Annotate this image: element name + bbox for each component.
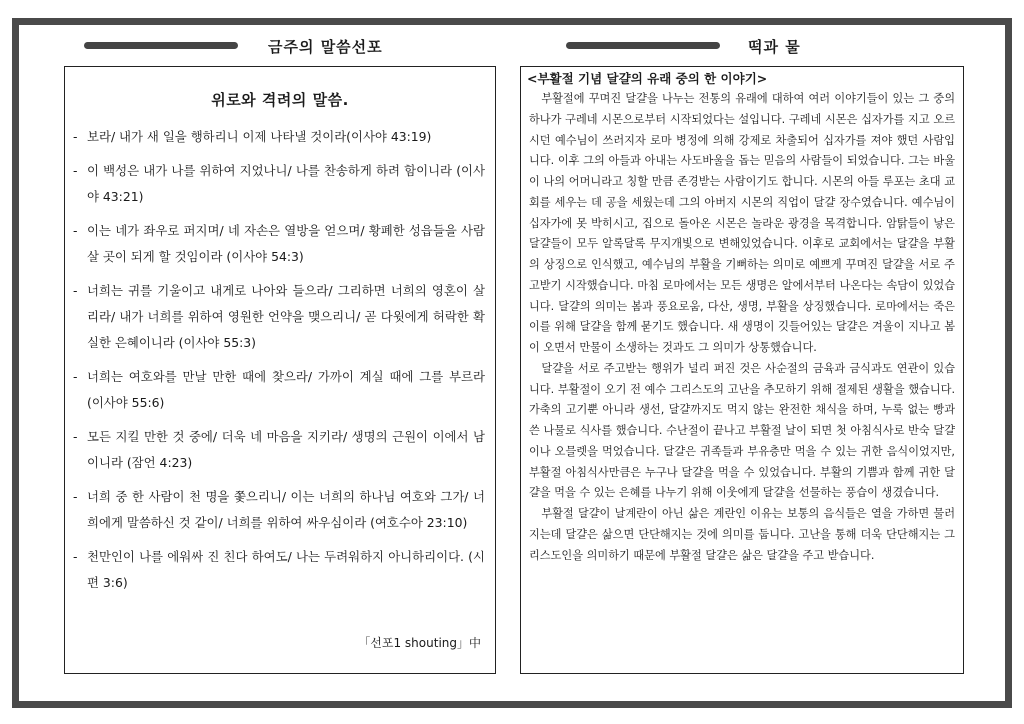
verse-list [65,124,495,596]
verse-text: 모든 지킬 만한 것 중에/ 더욱 네 마음을 지키라/ 생명의 근원이 이에서 남이니라 (잠언 4:23) [87,429,485,470]
verse-text: 천만인이 나를 에워싸 진 친다 하여도/ 나는 두려워하지 아니하리이다. (시편 3:6) [87,549,485,590]
sermon-verses-box [64,66,496,674]
verse-text: 너희는 여호와를 만날 만한 때에 찾으라/ 가까이 계실 때에 그를 부르라 (이사야 55:6) [87,369,485,410]
article-title: <부활절 기념 달걀의 유래 중의 한 이야기> [527,71,768,86]
right-header-bar [566,42,720,49]
verse-text: 보라/ 내가 새 일을 행하리니 이제 나타낼 것이라(이사야 43:19) [87,129,432,144]
verse-item: - 이 백성은 내가 나를 위하여 지었나니/ 나를 찬송하게 하려 함이니라 (이사야 43:21) [73,163,485,204]
verse-item: - 너희는 귀를 기울이고 내게로 나아와 들으라/ 그리하면 너희의 영혼이 살리라/ 내가 너희를 위하여 영원한 언약을 맺으리니/ 곧 다윗에게 허락한 확실한 은혜이니라 (이사야 55:3) [73,283,485,350]
left-header-title: 금주의 말씀선포 [268,38,383,56]
verse-text: 이 백성은 내가 나를 위하여 지었나니/ 나를 찬송하게 하려 함이니라 (이사야 43:21) [87,163,485,204]
verse-item: - 너희는 여호와를 만날 만한 때에 찾으라/ 가까이 계실 때에 그를 부르라 (이사야 55:6) [73,369,485,410]
article-paragraph: 부활절 달걀이 날계란이 아닌 삶은 계란인 이유는 보통의 음식들은 열을 가하면 물러지는데 달걀은 삶으면 단단해지는 것에 의미를 둡니다. 고난을 통해 더욱 단단해지는 그리스도인을 의미하기 때문에 부활절 달걀은 삶은 달걀을 주고 받습니다. [529,507,955,562]
right-header-title: 떡과 물 [748,38,801,56]
article-paragraph: 부활절에 꾸며진 달걀을 나누는 전통의 유래에 대하여 여러 이야기들이 있는 그 중의 하나가 구레네 시몬으로부터 시작되었다는 설입니다. 구레네 시몬은 십자가를 지고 오르시던 예수님이 쓰러지자 로마 병정에 의해 강제로 차출되어 십자가를 져야 했던 사람입니다. 이후 그의 아들과 아내는 사도바울을 돕는 믿음의 사람들이 되었습니다. 그는 바울이 나의 어머니라고 칭할 만큼 존경받는 사람이기도 합니다. 시몬의 아들 루포는 초대 교회를 세우는 데 공을 세웠는데 그의 아버지 시몬의 직업이 달걀 장수였습니다. 예수님이 십자가에 못 박히시고, 집으로 돌아온 시몬은 놀라운 광경을 목격합니다. 암탉들이 낳은 달걀들이 모두 알록달록 무지개빛으로 변해있었습니다. 이후로 교회에서는 달걀을 부활의 상징으로 인식했고, 예수님의 부활을 기뻐하는 의미로 예쁘게 꾸며진 달걀을 서로 주고받기 시작했습니다. 마침 로마에서는 모든 생명은 알에서부터 나온다는 속담이 있었습니다. 달걀의 의미는 봄과 풍요로움, 다산, 생명, 부활을 상징했습니다. 로마에서는 죽은 이를 위해 달걀을 함께 묻기도 했습니다. 새 생명이 깃들어있는 달걀은 겨울이 지나고 봄이 오면서 만물이 소생하는 것과도 그 의미가 상통했습니다. [529,92,955,354]
verse-text: 너희는 귀를 기울이고 내게로 나아와 들으라/ 그리하면 너희의 영혼이 살리라/ 내가 너희를 위하여 영원한 언약을 맺으리니/ 곧 다윗에게 허락한 확실한 은혜이니라 (이사야 55:3) [87,283,485,350]
verse-item: - 보라/ 내가 새 일을 행하리니 이제 나타낼 것이라(이사야 43:19) [73,129,432,144]
verse-item: - 너희 중 한 사람이 천 명을 쫓으리니/ 이는 너희의 하나님 여호와 그가/ 너희에게 말씀하신 것 같이/ 너희를 위하여 싸우심이라 (여호수아 23:10) [73,489,485,530]
verse-text: 이는 네가 좌우로 퍼지며/ 네 자손은 열방을 얻으며/ 황폐한 성읍들을 사람 살 곳이 되게 할 것임이라 (이사야 54:3) [87,223,485,264]
verses-source: 「선포1 shouting」中 [358,636,481,650]
article-box [520,66,964,674]
left-header-bar [84,42,238,49]
article-paragraph: 달걀을 서로 주고받는 행위가 널리 퍼진 것은 사순절의 금육과 금식과도 연관이 있습니다. 부활절이 오기 전 예수 그리스도의 고난을 추모하기 위해 절제된 생활을 했습니다. 가축의 고기뿐 아니라 생선, 달걀까지도 먹지 않는 완전한 채식을 하며, 누룩 없는 빵과 쓴 나물로 식사를 했습니다. 수난절이 끝나고 부활절 날이 되면 첫 아침식사로 반숙 달걀이나 오믈렛을 먹었습니다. 달걀은 귀족들과 부유층만 먹을 수 있는 귀한 음식이었지만, 부활절 아침식사만큼은 누구나 달걀을 먹을 수 있었습니다. 부활의 기쁨과 함께 귀한 달걀을 먹을 수 있는 은혜를 나누기 위해 이웃에게 달걀을 선물하는 풍습이 생겼습니다. [529,361,955,500]
verse-item: - 모든 지킬 만한 것 중에/ 더욱 네 마음을 지키라/ 생명의 근원이 이에서 남이니라 (잠언 4:23) [73,429,485,470]
verse-text: 너희 중 한 사람이 천 명을 쫓으리니/ 이는 너희의 하나님 여호와 그가/ 너희에게 말씀하신 것 같이/ 너희를 위하여 싸우심이라 (여호수아 23:10) [87,489,485,530]
verse-item: - 천만인이 나를 에워싸 진 친다 하여도/ 나는 두려워하지 아니하리이다. (시편 3:6) [73,549,485,590]
verses-heading: 위로와 격려의 말씀. [211,91,349,109]
verse-item: - 이는 네가 좌우로 퍼지며/ 네 자손은 열방을 얻으며/ 황폐한 성읍들을 사람 살 곳이 되게 할 것임이라 (이사야 54:3) [73,223,485,264]
